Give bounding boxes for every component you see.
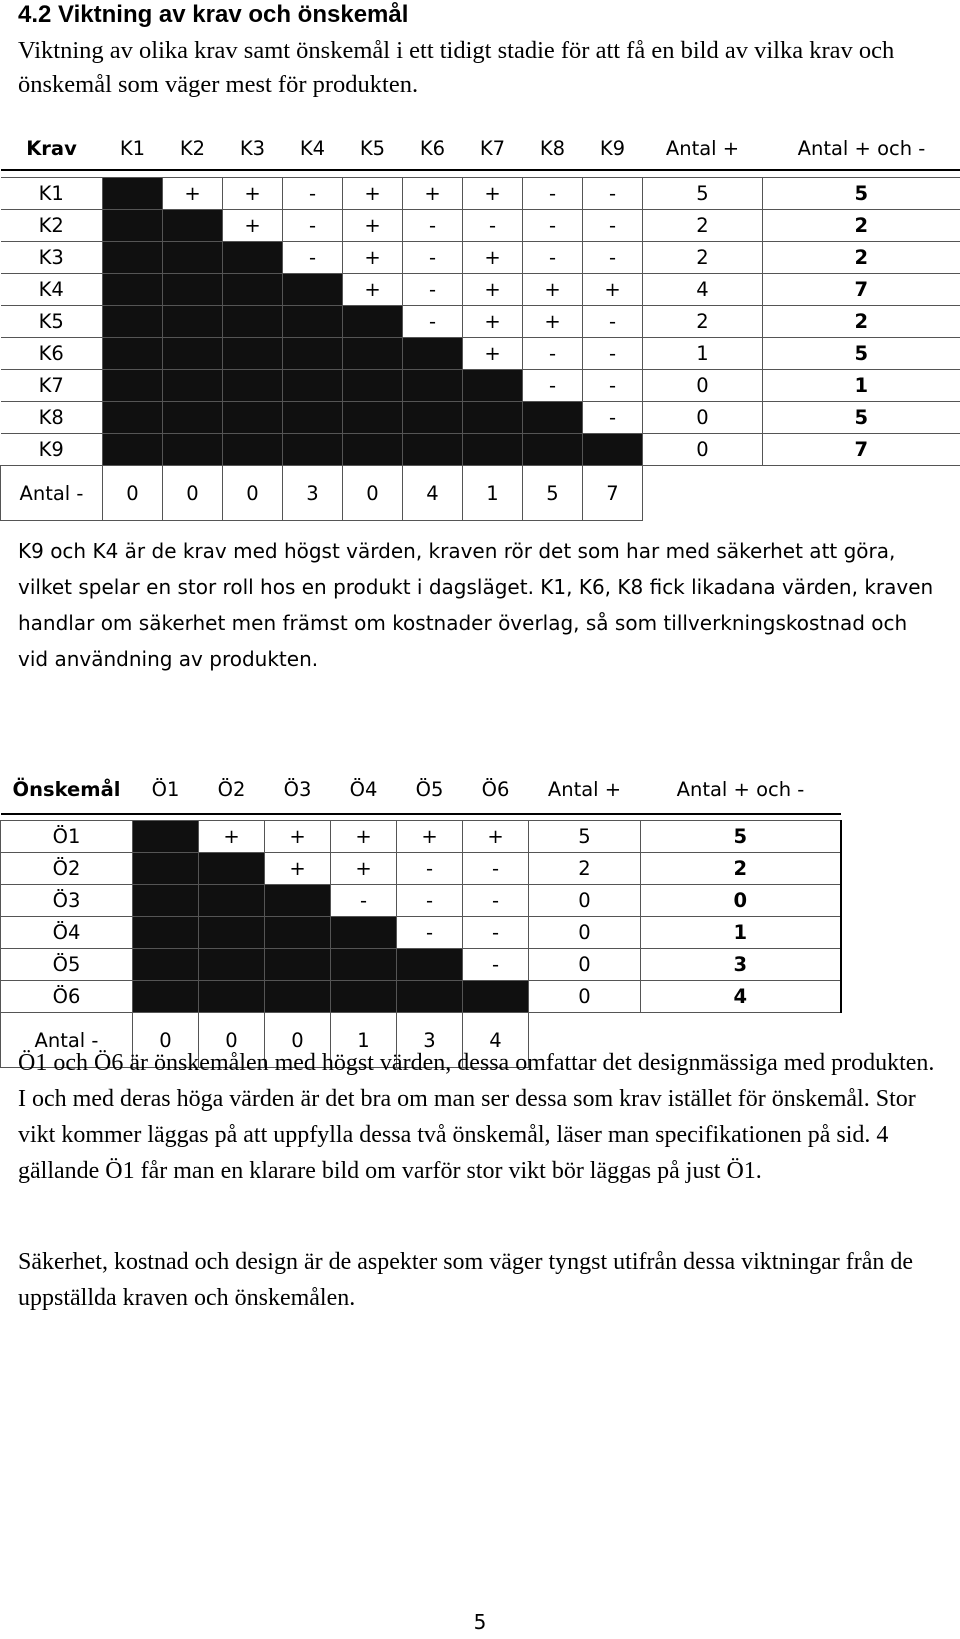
- comparison-cell: -: [283, 178, 343, 210]
- blocked-cell: [283, 402, 343, 434]
- antal-minus-cell: 3: [397, 1013, 463, 1068]
- blocked-cell: [199, 981, 265, 1013]
- antal-plus-cell: 0: [643, 434, 763, 466]
- column-header: Ö6: [463, 765, 529, 814]
- comparison-cell: +: [223, 210, 283, 242]
- column-header: Ö4: [331, 765, 397, 814]
- total-cell: 2: [641, 853, 841, 885]
- comparison-cell: +: [523, 274, 583, 306]
- blocked-cell: [343, 338, 403, 370]
- row-label: Ö6: [1, 981, 133, 1013]
- row-label: K1: [1, 178, 103, 210]
- comparison-cell: -: [463, 853, 529, 885]
- comparison-cell: -: [523, 338, 583, 370]
- krav-header-row: [1, 127, 960, 170]
- blocked-cell: [223, 402, 283, 434]
- antal-minus-cell: 4: [403, 466, 463, 521]
- blocked-cell: [223, 274, 283, 306]
- comparison-cell: -: [463, 210, 523, 242]
- blocked-cell: [133, 917, 199, 949]
- comparison-cell: +: [343, 210, 403, 242]
- row-label: K3: [1, 242, 103, 274]
- antal-plus-cell: 4: [643, 274, 763, 306]
- blocked-cell: [343, 434, 403, 466]
- table-row: [1, 981, 841, 1013]
- column-header: Antal + och -: [763, 127, 960, 170]
- table-row: [1, 885, 841, 917]
- column-header: Ö2: [199, 765, 265, 814]
- blocked-cell: [403, 338, 463, 370]
- blocked-cell: [283, 338, 343, 370]
- blocked-cell: [463, 402, 523, 434]
- blocked-cell: [103, 434, 163, 466]
- comparison-cell: +: [403, 178, 463, 210]
- blocked-cell: [283, 370, 343, 402]
- row-label: Antal -: [1, 466, 103, 521]
- row-label: K8: [1, 402, 103, 434]
- blocked-cell: [523, 402, 583, 434]
- comparison-cell: -: [583, 210, 643, 242]
- blocked-cell: [283, 274, 343, 306]
- blocked-cell: [133, 821, 199, 853]
- total-cell: 0: [641, 885, 841, 917]
- row-label: Ö2: [1, 853, 133, 885]
- blocked-cell: [343, 370, 403, 402]
- row-label: K5: [1, 306, 103, 338]
- comparison-cell: -: [583, 370, 643, 402]
- antal-minus-cell: 0: [133, 1013, 199, 1068]
- row-label: Ö4: [1, 917, 133, 949]
- total-cell: 1: [763, 370, 960, 402]
- blocked-cell: [283, 306, 343, 338]
- table-row: [1, 821, 841, 853]
- blocked-cell: [163, 338, 223, 370]
- blocked-cell: [223, 370, 283, 402]
- antal-plus-cell: 0: [529, 917, 641, 949]
- total-cell: 4: [641, 981, 841, 1013]
- comparison-cell: +: [223, 178, 283, 210]
- blocked-cell: [331, 949, 397, 981]
- antal-minus-cell: 0: [199, 1013, 265, 1068]
- column-header: K3: [223, 127, 283, 170]
- antal-plus-cell: 2: [529, 853, 641, 885]
- blocked-cell: [463, 370, 523, 402]
- total-cell: 2: [763, 242, 960, 274]
- blocked-cell: [403, 434, 463, 466]
- blocked-cell: [163, 210, 223, 242]
- comparison-cell: -: [283, 242, 343, 274]
- antal-plus-cell: 0: [529, 885, 641, 917]
- antal-minus-cell: 1: [463, 466, 523, 521]
- blocked-cell: [223, 338, 283, 370]
- total-cell: 5: [763, 178, 960, 210]
- antal-minus-cell: 5: [523, 466, 583, 521]
- blocked-cell: [331, 981, 397, 1013]
- blocked-cell: [133, 885, 199, 917]
- blocked-cell: [283, 434, 343, 466]
- comparison-cell: -: [583, 178, 643, 210]
- column-header: K1: [103, 127, 163, 170]
- column-header: K8: [523, 127, 583, 170]
- column-header: Önskemål: [1, 765, 133, 814]
- comparison-cell: -: [523, 370, 583, 402]
- blocked-cell: [223, 242, 283, 274]
- blocked-cell: [103, 242, 163, 274]
- blocked-cell: [103, 338, 163, 370]
- antal-plus-cell: 2: [643, 306, 763, 338]
- antal-plus-cell: 2: [643, 242, 763, 274]
- comparison-cell: +: [331, 853, 397, 885]
- column-header: Antal +: [529, 765, 641, 814]
- row-label: K9: [1, 434, 103, 466]
- column-header: K5: [343, 127, 403, 170]
- blocked-cell: [199, 917, 265, 949]
- blocked-cell: [163, 402, 223, 434]
- comparison-cell: -: [397, 917, 463, 949]
- blocked-cell: [103, 178, 163, 210]
- blocked-cell: [403, 402, 463, 434]
- blocked-cell: [397, 949, 463, 981]
- blocked-cell: [163, 274, 223, 306]
- total-cell: 2: [763, 210, 960, 242]
- comparison-cell: -: [583, 338, 643, 370]
- comparison-cell: +: [463, 178, 523, 210]
- blocked-cell: [343, 306, 403, 338]
- row-label: K4: [1, 274, 103, 306]
- antal-minus-cell: 1: [331, 1013, 397, 1068]
- table-row: [1, 338, 960, 370]
- table-row: [1, 370, 960, 402]
- comparison-cell: -: [583, 306, 643, 338]
- table-row: [1, 434, 960, 466]
- comparison-cell: -: [283, 210, 343, 242]
- comparison-cell: +: [397, 821, 463, 853]
- krav-antal-minus-row: [1, 466, 960, 521]
- blocked-cell: [463, 981, 529, 1013]
- row-label: K6: [1, 338, 103, 370]
- onsk-header-row: [1, 765, 841, 814]
- blocked-cell: [397, 981, 463, 1013]
- blocked-cell: [133, 949, 199, 981]
- blocked-cell: [103, 274, 163, 306]
- comparison-cell: +: [343, 242, 403, 274]
- comparison-cell: -: [583, 402, 643, 434]
- comparison-cell: +: [583, 274, 643, 306]
- column-header: K7: [463, 127, 523, 170]
- page-number: 5: [473, 1610, 487, 1634]
- blocked-cell: [163, 306, 223, 338]
- comparison-cell: +: [463, 274, 523, 306]
- blocked-cell: [133, 853, 199, 885]
- blocked-cell: [163, 242, 223, 274]
- blocked-cell: [403, 370, 463, 402]
- row-label: Ö1: [1, 821, 133, 853]
- antal-minus-cell: 0: [103, 466, 163, 521]
- total-cell: 7: [763, 274, 960, 306]
- row-label: Antal -: [1, 1013, 133, 1068]
- table-row: [1, 210, 960, 242]
- row-label: K7: [1, 370, 103, 402]
- row-label: Ö5: [1, 949, 133, 981]
- comparison-cell: -: [331, 885, 397, 917]
- table-row: [1, 853, 841, 885]
- comparison-cell: +: [331, 821, 397, 853]
- antal-plus-cell: 5: [529, 821, 641, 853]
- column-header: Antal +: [643, 127, 763, 170]
- antal-plus-cell: 5: [643, 178, 763, 210]
- blocked-cell: [265, 885, 331, 917]
- comparison-cell: -: [583, 242, 643, 274]
- column-header: Ö3: [265, 765, 331, 814]
- total-cell: 5: [763, 338, 960, 370]
- intro-paragraph: Viktning av olika krav samt önskemål i ett tidigt stadie för att få en bild av vilka krav och önskemål som väger mest för produkten.: [18, 37, 895, 98]
- blocked-cell: [199, 853, 265, 885]
- row-label: Ö3: [1, 885, 133, 917]
- blocked-cell: [103, 370, 163, 402]
- antal-plus-cell: 2: [643, 210, 763, 242]
- comparison-cell: -: [403, 306, 463, 338]
- blocked-cell: [133, 981, 199, 1013]
- comparison-cell: +: [163, 178, 223, 210]
- comparison-cell: -: [403, 274, 463, 306]
- table-row: [1, 306, 960, 338]
- antal-plus-cell: 0: [643, 402, 763, 434]
- blocked-cell: [103, 402, 163, 434]
- comparison-cell: -: [397, 885, 463, 917]
- onskemal-analysis-paragraph: Ö1 och Ö6 är önskemålen med högst värden, dessa omfattar det designmässiga med produkten. I och med deras höga värden är det bra om man ser dessa som krav istället för önskemål. Stor vikt kommer läggas på att uppfylla dessa två önskemål, läser man specifikationen på sid. 4 gällande Ö1 får man en klarare bild om varför stor vikt bör läggas på just Ö1.: [18, 1050, 935, 1184]
- column-header: Antal + och -: [641, 765, 841, 814]
- column-header: Ö1: [133, 765, 199, 814]
- conclusion-paragraph: Säkerhet, kostnad och design är de aspekter som väger tyngst utifrån dessa viktningar från de uppställda kraven och önskemålen.: [18, 1249, 914, 1311]
- comparison-cell: -: [523, 210, 583, 242]
- blocked-cell: [223, 434, 283, 466]
- blocked-cell: [163, 434, 223, 466]
- onskemal-weighting-table: [0, 765, 842, 1068]
- blocked-cell: [103, 210, 163, 242]
- column-header: Krav: [1, 127, 103, 170]
- comparison-cell: -: [397, 853, 463, 885]
- table-row: [1, 917, 841, 949]
- blocked-cell: [199, 885, 265, 917]
- antal-minus-cell: 0: [223, 466, 283, 521]
- antal-plus-cell: 0: [643, 370, 763, 402]
- blocked-cell: [223, 306, 283, 338]
- comparison-cell: -: [463, 885, 529, 917]
- empty-cell: [643, 466, 763, 521]
- column-header: K9: [583, 127, 643, 170]
- blocked-cell: [343, 402, 403, 434]
- total-cell: 1: [641, 917, 841, 949]
- comparison-cell: +: [199, 821, 265, 853]
- total-cell: 3: [641, 949, 841, 981]
- antal-plus-cell: 0: [529, 981, 641, 1013]
- row-label: K2: [1, 210, 103, 242]
- table-row: [1, 242, 960, 274]
- blocked-cell: [265, 917, 331, 949]
- empty-cell: [763, 466, 960, 521]
- antal-minus-cell: 4: [463, 1013, 529, 1068]
- blocked-cell: [583, 434, 643, 466]
- comparison-cell: -: [403, 242, 463, 274]
- antal-minus-cell: 0: [163, 466, 223, 521]
- comparison-cell: +: [343, 274, 403, 306]
- total-cell: 5: [641, 821, 841, 853]
- blocked-cell: [463, 434, 523, 466]
- table-row: [1, 178, 960, 210]
- column-header: K6: [403, 127, 463, 170]
- comparison-cell: +: [463, 242, 523, 274]
- antal-minus-cell: 7: [583, 466, 643, 521]
- total-cell: 2: [763, 306, 960, 338]
- blocked-cell: [103, 306, 163, 338]
- comparison-cell: +: [343, 178, 403, 210]
- antal-plus-cell: 0: [529, 949, 641, 981]
- total-cell: 5: [763, 402, 960, 434]
- comparison-cell: +: [463, 306, 523, 338]
- comparison-cell: -: [463, 917, 529, 949]
- spacer-cell: [1, 170, 960, 178]
- blocked-cell: [331, 917, 397, 949]
- column-header: Ö5: [397, 765, 463, 814]
- comparison-cell: -: [463, 949, 529, 981]
- blocked-cell: [199, 949, 265, 981]
- section-heading: 4.2 Viktning av krav och önskemål: [18, 1, 409, 28]
- blocked-cell: [523, 434, 583, 466]
- comparison-cell: -: [523, 242, 583, 274]
- table-row: [1, 274, 960, 306]
- table-row: [1, 402, 960, 434]
- antal-minus-cell: 0: [265, 1013, 331, 1068]
- comparison-cell: -: [523, 178, 583, 210]
- comparison-cell: +: [265, 821, 331, 853]
- column-header: K2: [163, 127, 223, 170]
- blocked-cell: [163, 370, 223, 402]
- antal-minus-cell: 3: [283, 466, 343, 521]
- antal-minus-cell: 0: [343, 466, 403, 521]
- total-cell: 7: [763, 434, 960, 466]
- spacer-row: [1, 170, 960, 178]
- blocked-cell: [265, 949, 331, 981]
- krav-analysis-paragraph: K9 och K4 är de krav med högst värden, kraven rör det som har med säkerhet att göra, vilket spelar en stor roll hos en produkt i dagsläget. K1, K6, K8 fick likadana värden, kraven handlar om säkerhet men främst om kostnader överlag, så som tillverkningskostnad och vid användning av produkten.: [18, 539, 934, 671]
- blocked-cell: [265, 981, 331, 1013]
- krav-weighting-table: [0, 127, 960, 521]
- antal-plus-cell: 1: [643, 338, 763, 370]
- comparison-cell: +: [463, 821, 529, 853]
- table-row: [1, 949, 841, 981]
- comparison-cell: +: [463, 338, 523, 370]
- comparison-cell: -: [403, 210, 463, 242]
- comparison-cell: +: [265, 853, 331, 885]
- comparison-cell: +: [523, 306, 583, 338]
- column-header: K4: [283, 127, 343, 170]
